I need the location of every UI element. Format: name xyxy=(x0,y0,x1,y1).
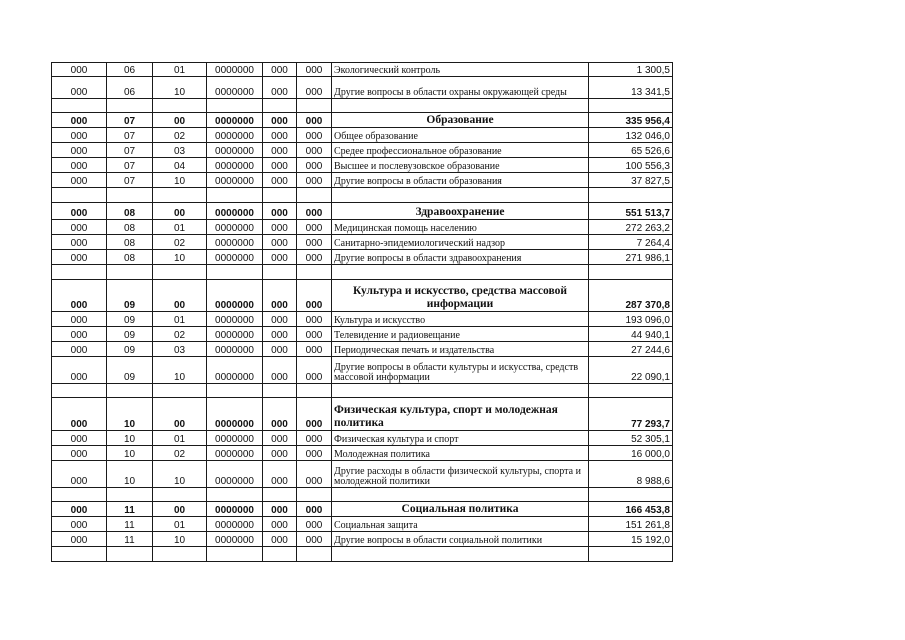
code-admin-cell: 000 xyxy=(52,113,107,128)
code-admin-cell: 000 xyxy=(52,203,107,220)
name-cell: Медицинская помощь населению xyxy=(332,220,589,235)
code-subsection-cell: 10 xyxy=(153,532,207,547)
name-cell: Социальная политика xyxy=(332,502,589,517)
code-kosgu-cell xyxy=(297,188,332,203)
code-admin-cell: 000 xyxy=(52,250,107,265)
code-subsection-cell: 02 xyxy=(153,327,207,342)
code-admin-cell: 000 xyxy=(52,220,107,235)
code-admin-cell xyxy=(52,99,107,113)
name-cell xyxy=(332,188,589,203)
name-cell: Образование xyxy=(332,113,589,128)
table-row xyxy=(52,461,673,488)
code-target-cell: 0000000 xyxy=(207,128,263,143)
code-expense-cell: 000 xyxy=(263,517,297,532)
code-admin-cell: 000 xyxy=(52,502,107,517)
code-section-cell: 08 xyxy=(107,203,153,220)
code-section-cell: 10 xyxy=(107,446,153,461)
code-expense-cell: 000 xyxy=(263,312,297,327)
name-cell: Другие вопросы в области социальной политики xyxy=(332,532,589,547)
code-target-cell xyxy=(207,488,263,502)
code-kosgu-cell: 000 xyxy=(297,517,332,532)
code-kosgu-cell: 000 xyxy=(297,342,332,357)
code-kosgu-cell xyxy=(297,265,332,280)
code-section-cell: 09 xyxy=(107,312,153,327)
name-cell: Общее образование xyxy=(332,128,589,143)
code-admin-cell: 000 xyxy=(52,280,107,312)
table-row xyxy=(52,173,673,188)
code-subsection-cell xyxy=(153,265,207,280)
name-cell xyxy=(332,384,589,398)
code-section-cell: 11 xyxy=(107,517,153,532)
table-row xyxy=(52,143,673,158)
code-expense-cell: 000 xyxy=(263,128,297,143)
table-row xyxy=(52,77,673,99)
table-row xyxy=(52,158,673,173)
code-admin-cell: 000 xyxy=(52,143,107,158)
code-subsection-cell xyxy=(153,99,207,113)
code-expense-cell: 000 xyxy=(263,398,297,431)
code-target-cell: 0000000 xyxy=(207,235,263,250)
code-admin-cell: 000 xyxy=(52,312,107,327)
code-kosgu-cell: 000 xyxy=(297,250,332,265)
code-expense-cell: 000 xyxy=(263,532,297,547)
name-cell: Периодическая печать и издательства xyxy=(332,342,589,357)
code-target-cell: 0000000 xyxy=(207,63,263,77)
code-subsection-cell: 10 xyxy=(153,173,207,188)
blank-row xyxy=(52,384,673,398)
code-expense-cell: 000 xyxy=(263,431,297,446)
code-expense-cell: 000 xyxy=(263,63,297,77)
code-admin-cell: 000 xyxy=(52,235,107,250)
amount-cell: 1 300,5 xyxy=(589,63,673,77)
amount-cell: 551 513,7 xyxy=(589,203,673,220)
code-subsection-cell xyxy=(153,384,207,398)
amount-cell: 272 263,2 xyxy=(589,220,673,235)
table-body xyxy=(52,63,673,562)
code-admin-cell: 000 xyxy=(52,158,107,173)
name-cell: Санитарно-эпидемиологический надзор xyxy=(332,235,589,250)
amount-cell: 37 827,5 xyxy=(589,173,673,188)
code-kosgu-cell: 000 xyxy=(297,431,332,446)
amount-cell xyxy=(589,547,673,562)
code-section-cell: 06 xyxy=(107,77,153,99)
name-cell xyxy=(332,99,589,113)
amount-cell: 52 305,1 xyxy=(589,431,673,446)
code-subsection-cell: 00 xyxy=(153,280,207,312)
code-section-cell: 10 xyxy=(107,431,153,446)
code-section-cell: 06 xyxy=(107,63,153,77)
amount-cell: 193 096,0 xyxy=(589,312,673,327)
code-subsection-cell xyxy=(153,547,207,562)
amount-cell: 65 526,6 xyxy=(589,143,673,158)
code-target-cell: 0000000 xyxy=(207,532,263,547)
code-target-cell: 0000000 xyxy=(207,113,263,128)
code-subsection-cell: 00 xyxy=(153,398,207,431)
amount-cell: 287 370,8 xyxy=(589,280,673,312)
code-target-cell: 0000000 xyxy=(207,446,263,461)
code-admin-cell: 000 xyxy=(52,77,107,99)
code-target-cell: 0000000 xyxy=(207,461,263,488)
amount-cell xyxy=(589,188,673,203)
code-kosgu-cell xyxy=(297,384,332,398)
name-cell: Культура и искусство xyxy=(332,312,589,327)
blank-row xyxy=(52,188,673,203)
name-cell: Здравоохранение xyxy=(332,203,589,220)
code-subsection-cell: 03 xyxy=(153,143,207,158)
code-expense-cell: 000 xyxy=(263,143,297,158)
code-kosgu-cell: 000 xyxy=(297,312,332,327)
code-admin-cell: 000 xyxy=(52,63,107,77)
code-admin-cell xyxy=(52,547,107,562)
code-subsection-cell: 10 xyxy=(153,461,207,488)
name-cell: Другие вопросы в области здравоохранения xyxy=(332,250,589,265)
code-subsection-cell: 00 xyxy=(153,203,207,220)
code-section-cell xyxy=(107,547,153,562)
name-cell: Другие расходы в области физической культуры, спорта и молодежной политики xyxy=(332,461,589,488)
code-target-cell: 0000000 xyxy=(207,77,263,99)
code-section-cell: 10 xyxy=(107,461,153,488)
blank-row xyxy=(52,488,673,502)
code-section-cell: 11 xyxy=(107,502,153,517)
code-admin-cell: 000 xyxy=(52,532,107,547)
code-expense-cell: 000 xyxy=(263,446,297,461)
code-target-cell xyxy=(207,384,263,398)
code-admin-cell xyxy=(52,488,107,502)
code-expense-cell xyxy=(263,488,297,502)
table-row xyxy=(52,446,673,461)
amount-cell xyxy=(589,488,673,502)
code-expense-cell: 000 xyxy=(263,357,297,384)
code-section-cell xyxy=(107,188,153,203)
name-cell: Телевидение и радиовещание xyxy=(332,327,589,342)
amount-cell xyxy=(589,384,673,398)
code-subsection-cell: 03 xyxy=(153,342,207,357)
code-expense-cell: 000 xyxy=(263,235,297,250)
code-kosgu-cell: 000 xyxy=(297,357,332,384)
code-subsection-cell: 10 xyxy=(153,250,207,265)
code-admin-cell: 000 xyxy=(52,173,107,188)
name-cell: Физическая культура, спорт и молодежная политика xyxy=(332,398,589,431)
section-row xyxy=(52,113,673,128)
code-admin-cell: 000 xyxy=(52,517,107,532)
amount-cell: 100 556,3 xyxy=(589,158,673,173)
name-cell xyxy=(332,265,589,280)
code-target-cell: 0000000 xyxy=(207,220,263,235)
code-kosgu-cell: 000 xyxy=(297,203,332,220)
amount-cell: 132 046,0 xyxy=(589,128,673,143)
code-kosgu-cell: 000 xyxy=(297,327,332,342)
code-subsection-cell: 01 xyxy=(153,220,207,235)
code-target-cell: 0000000 xyxy=(207,357,263,384)
table-row xyxy=(52,128,673,143)
code-kosgu-cell: 000 xyxy=(297,173,332,188)
code-expense-cell xyxy=(263,547,297,562)
code-admin-cell: 000 xyxy=(52,461,107,488)
amount-cell xyxy=(589,265,673,280)
amount-cell: 22 090,1 xyxy=(589,357,673,384)
name-cell xyxy=(332,488,589,502)
code-section-cell: 08 xyxy=(107,250,153,265)
code-subsection-cell: 00 xyxy=(153,113,207,128)
code-expense-cell: 000 xyxy=(263,113,297,128)
code-expense-cell: 000 xyxy=(263,220,297,235)
amount-cell: 335 956,4 xyxy=(589,113,673,128)
code-kosgu-cell: 000 xyxy=(297,77,332,99)
code-section-cell xyxy=(107,488,153,502)
table-row xyxy=(52,312,673,327)
code-admin-cell: 000 xyxy=(52,398,107,431)
amount-cell: 8 988,6 xyxy=(589,461,673,488)
code-subsection-cell: 02 xyxy=(153,235,207,250)
code-kosgu-cell: 000 xyxy=(297,446,332,461)
table-row xyxy=(52,235,673,250)
amount-cell: 7 264,4 xyxy=(589,235,673,250)
table-row xyxy=(52,517,673,532)
code-section-cell: 07 xyxy=(107,158,153,173)
table-row xyxy=(52,220,673,235)
amount-cell xyxy=(589,99,673,113)
code-kosgu-cell: 000 xyxy=(297,461,332,488)
code-expense-cell xyxy=(263,188,297,203)
code-subsection-cell: 04 xyxy=(153,158,207,173)
code-section-cell: 07 xyxy=(107,128,153,143)
name-cell: Молодежная политика xyxy=(332,446,589,461)
name-cell: Физическая культура и спорт xyxy=(332,431,589,446)
code-target-cell: 0000000 xyxy=(207,517,263,532)
code-kosgu-cell: 000 xyxy=(297,235,332,250)
code-expense-cell: 000 xyxy=(263,502,297,517)
code-expense-cell xyxy=(263,265,297,280)
amount-cell: 151 261,8 xyxy=(589,517,673,532)
table-row xyxy=(52,431,673,446)
code-target-cell: 0000000 xyxy=(207,502,263,517)
code-kosgu-cell xyxy=(297,488,332,502)
code-target-cell: 0000000 xyxy=(207,143,263,158)
code-subsection-cell: 01 xyxy=(153,517,207,532)
name-cell: Средее профессиональное образование xyxy=(332,143,589,158)
code-subsection-cell: 02 xyxy=(153,128,207,143)
section-row xyxy=(52,203,673,220)
code-subsection-cell: 01 xyxy=(153,312,207,327)
code-expense-cell xyxy=(263,99,297,113)
code-subsection-cell: 01 xyxy=(153,63,207,77)
code-subsection-cell xyxy=(153,188,207,203)
name-cell: Социальная защита xyxy=(332,517,589,532)
code-section-cell: 07 xyxy=(107,143,153,158)
code-subsection-cell: 10 xyxy=(153,357,207,384)
code-subsection-cell: 01 xyxy=(153,431,207,446)
code-admin-cell xyxy=(52,265,107,280)
budget-table xyxy=(51,62,673,562)
code-target-cell: 0000000 xyxy=(207,250,263,265)
code-target-cell: 0000000 xyxy=(207,327,263,342)
table-row xyxy=(52,532,673,547)
table-row xyxy=(52,342,673,357)
code-subsection-cell: 10 xyxy=(153,77,207,99)
code-kosgu-cell: 000 xyxy=(297,143,332,158)
blank-row xyxy=(52,99,673,113)
code-expense-cell xyxy=(263,384,297,398)
name-cell: Другие вопросы в области культуры и искусства, средств массовой информации xyxy=(332,357,589,384)
code-admin-cell: 000 xyxy=(52,327,107,342)
code-section-cell: 09 xyxy=(107,342,153,357)
code-section-cell: 10 xyxy=(107,398,153,431)
code-section-cell: 09 xyxy=(107,327,153,342)
code-section-cell xyxy=(107,99,153,113)
code-expense-cell: 000 xyxy=(263,327,297,342)
code-target-cell xyxy=(207,99,263,113)
code-kosgu-cell: 000 xyxy=(297,502,332,517)
code-expense-cell: 000 xyxy=(263,280,297,312)
name-cell: Другие вопросы в области охраны окружающей среды xyxy=(332,77,589,99)
code-target-cell xyxy=(207,547,263,562)
code-subsection-cell xyxy=(153,488,207,502)
name-cell: Другие вопросы в области образования xyxy=(332,173,589,188)
amount-cell: 77 293,7 xyxy=(589,398,673,431)
code-admin-cell: 000 xyxy=(52,446,107,461)
amount-cell: 27 244,6 xyxy=(589,342,673,357)
code-kosgu-cell: 000 xyxy=(297,113,332,128)
amount-cell: 271 986,1 xyxy=(589,250,673,265)
code-target-cell: 0000000 xyxy=(207,158,263,173)
code-kosgu-cell: 000 xyxy=(297,158,332,173)
code-kosgu-cell: 000 xyxy=(297,398,332,431)
code-subsection-cell: 02 xyxy=(153,446,207,461)
code-section-cell: 08 xyxy=(107,220,153,235)
code-subsection-cell: 00 xyxy=(153,502,207,517)
amount-cell: 44 940,1 xyxy=(589,327,673,342)
code-section-cell: 09 xyxy=(107,280,153,312)
code-section-cell: 11 xyxy=(107,532,153,547)
code-section-cell: 09 xyxy=(107,357,153,384)
code-admin-cell: 000 xyxy=(52,128,107,143)
code-target-cell xyxy=(207,188,263,203)
amount-cell: 15 192,0 xyxy=(589,532,673,547)
table-row xyxy=(52,327,673,342)
code-target-cell: 0000000 xyxy=(207,280,263,312)
code-admin-cell: 000 xyxy=(52,431,107,446)
code-kosgu-cell: 000 xyxy=(297,63,332,77)
blank-row xyxy=(52,547,673,562)
table-row xyxy=(52,250,673,265)
code-kosgu-cell: 000 xyxy=(297,128,332,143)
code-target-cell: 0000000 xyxy=(207,398,263,431)
code-target-cell: 0000000 xyxy=(207,431,263,446)
code-kosgu-cell xyxy=(297,99,332,113)
code-expense-cell: 000 xyxy=(263,461,297,488)
code-section-cell: 07 xyxy=(107,173,153,188)
name-cell: Культура и искусство, средства массовой информации xyxy=(332,280,589,312)
section-row xyxy=(52,280,673,312)
code-admin-cell: 000 xyxy=(52,342,107,357)
code-section-cell xyxy=(107,384,153,398)
code-expense-cell: 000 xyxy=(263,158,297,173)
code-kosgu-cell: 000 xyxy=(297,220,332,235)
code-expense-cell: 000 xyxy=(263,77,297,99)
code-kosgu-cell: 000 xyxy=(297,532,332,547)
name-cell: Экологический контроль xyxy=(332,63,589,77)
code-target-cell: 0000000 xyxy=(207,173,263,188)
code-target-cell: 0000000 xyxy=(207,342,263,357)
amount-cell: 166 453,8 xyxy=(589,502,673,517)
code-section-cell: 07 xyxy=(107,113,153,128)
section-row xyxy=(52,502,673,517)
table-row xyxy=(52,357,673,384)
code-section-cell: 08 xyxy=(107,235,153,250)
code-admin-cell: 000 xyxy=(52,357,107,384)
amount-cell: 16 000,0 xyxy=(589,446,673,461)
code-expense-cell: 000 xyxy=(263,173,297,188)
name-cell: Высшее и послевузовское образование xyxy=(332,158,589,173)
code-kosgu-cell: 000 xyxy=(297,280,332,312)
name-cell xyxy=(332,547,589,562)
code-expense-cell: 000 xyxy=(263,342,297,357)
section-row xyxy=(52,398,673,431)
amount-cell: 13 341,5 xyxy=(589,77,673,99)
table-row xyxy=(52,63,673,77)
code-section-cell xyxy=(107,265,153,280)
code-expense-cell: 000 xyxy=(263,250,297,265)
blank-row xyxy=(52,265,673,280)
code-target-cell xyxy=(207,265,263,280)
code-expense-cell: 000 xyxy=(263,203,297,220)
code-target-cell: 0000000 xyxy=(207,203,263,220)
code-admin-cell xyxy=(52,384,107,398)
code-kosgu-cell xyxy=(297,547,332,562)
code-target-cell: 0000000 xyxy=(207,312,263,327)
code-admin-cell xyxy=(52,188,107,203)
